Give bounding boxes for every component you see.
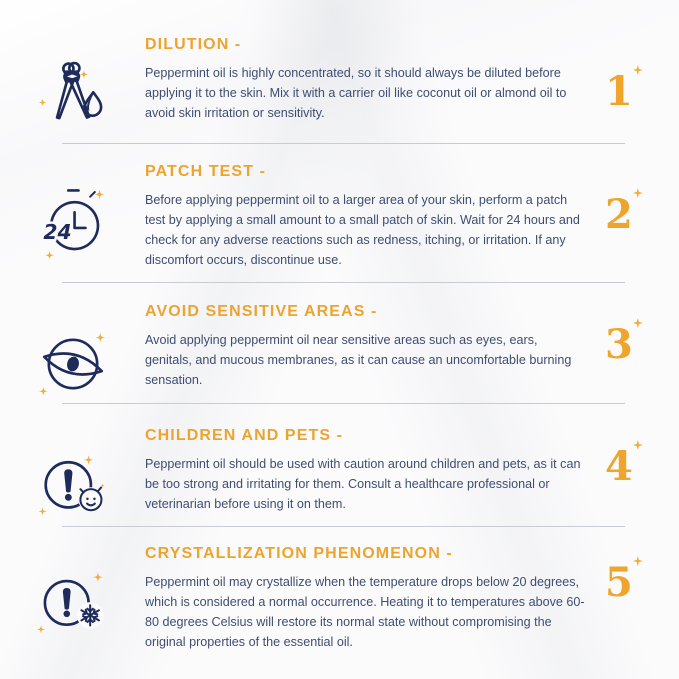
sparkle-icon	[633, 440, 643, 450]
caution-snowflake-icon	[34, 567, 112, 645]
section-number: 2	[605, 195, 633, 235]
sparkle-icon	[633, 556, 643, 566]
sparkle-icon	[633, 65, 643, 75]
sparkle-icon	[633, 188, 643, 198]
section-body: Peppermint oil may crystallize when the temperature drops below 20 degrees, which is considered a normal occurrence. Heating it to temperatures above 60-80 degrees Celsius will restore its normal state without compromising the original properties of the essential oil.	[145, 575, 585, 649]
eye-icon	[34, 325, 112, 403]
section-crystallization-phenomenon	[0, 527, 679, 679]
section-dilution	[0, 0, 679, 143]
section-number: 4	[605, 447, 633, 487]
section-avoid-sensitive-areas	[0, 283, 679, 403]
section-title: AVOID SENSITIVE AREAS -	[145, 303, 378, 320]
section-body: Peppermint oil is highly concentrated, so it should always be diluted before applying it to the skin. Mix it with a carrier oil like coconut oil or almond oil to avoid skin irritation or sensitivity.	[145, 66, 567, 120]
dropper-icon	[34, 58, 112, 136]
section-body: Before applying peppermint oil to a larger area of your skin, perform a patch test by applying a small amount to a small patch of skin. Wait for 24 hours and check for any adverse reactions such as redness, itching, or irritation. If any discomfort occurs, discontinue use.	[145, 193, 580, 267]
section-title: CHILDREN AND PETS -	[145, 427, 344, 444]
section-children-and-pets	[0, 404, 679, 526]
section-body: Peppermint oil should be used with caution around children and pets, as it can be too strong and irritating for them. Consult a healthcare professional or veterinarian before using it on them.	[145, 457, 581, 511]
section-title: DILUTION -	[145, 36, 242, 53]
caution-child-icon	[34, 449, 112, 527]
section-number: 3	[605, 325, 633, 365]
section-number: 1	[605, 72, 633, 112]
section-patch-test	[0, 144, 679, 282]
sparkle-icon	[633, 318, 643, 328]
clock-24-icon	[34, 185, 112, 263]
section-number: 5	[605, 563, 633, 603]
section-title: CRYSTALLIZATION PHENOMENON -	[145, 545, 453, 562]
section-body: Avoid applying peppermint oil near sensitive areas such as eyes, ears, genitals, and mucous membranes, as it can cause an uncomfortable burning sensation.	[145, 333, 572, 387]
section-title: PATCH TEST -	[145, 163, 267, 180]
svg-text:24: 24	[42, 219, 72, 244]
